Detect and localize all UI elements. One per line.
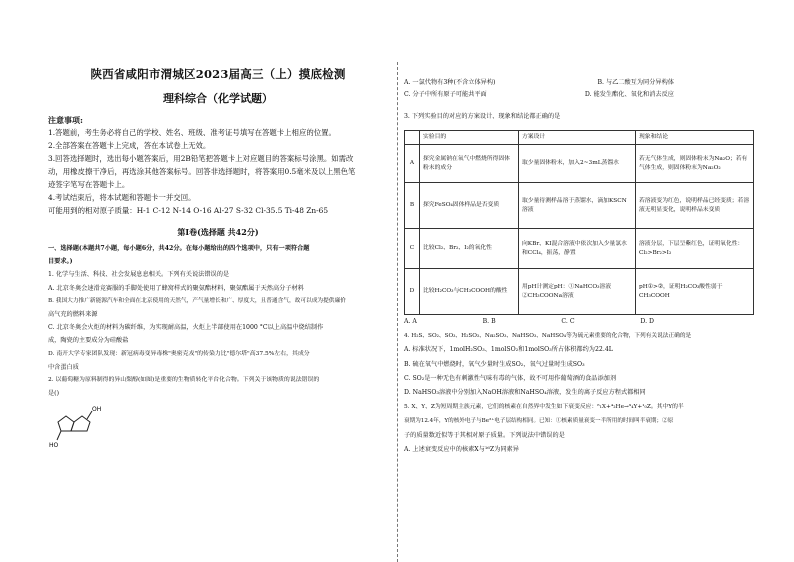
atomic-mass-line: 可能用到的相对原子质量：H-1 C-12 N-14 O-16 Al-27 S-32 Cl-35.5 Ti-48 Zn-65 (48, 206, 329, 215)
right-column (404, 74, 754, 457)
notes-line: 2.全部答案在答题卡上完成，答在本试卷上无效。 (48, 141, 211, 150)
notes-heading: 注意事项: (48, 115, 83, 125)
question-2-stem: 是() (48, 390, 60, 398)
question-4-option: C. SO₂是一种无色有刺激性气味有毒的气体，故不可用作葡萄酒的食品添加剂 (404, 374, 617, 382)
question-2-options (404, 77, 674, 86)
table-cell: 探究金属钠在氧气中燃烧所得固体粉末的成分 (420, 145, 519, 183)
option-d: D. D (640, 318, 654, 326)
table-cell: A (405, 145, 420, 183)
notes-line: 迹签字笔写在答题卡上。 (48, 180, 130, 189)
section-title: 第Ⅰ卷(选择题 共42分) (177, 227, 259, 237)
question-2-options (404, 89, 674, 98)
question-1-stem: 1. 化学与生活、科技、社会发展息息相关。下列有关说法错误的是 (48, 271, 230, 279)
table-cell: 探究FeSO₄固体样品是否变质 (420, 183, 519, 229)
option-d: D. 能发生酯化、氧化和消去反应 (584, 91, 674, 98)
question-1-option: B. 我国大力推广新能源汽车和全面在北京使用的天然气，产气量增长和广、厚度大，且普通含气，故可以成为提供廉价 (48, 297, 346, 304)
table-header-row (405, 131, 754, 145)
question-4-option: A. 标准状况下，1molH₂SO₃、1molSO₂和1molSO₃所占体积都约为22.4L (404, 346, 613, 354)
exam-title: 陕西省咸阳市渭城区2023届高三（上）摸底检测 (90, 67, 346, 81)
hydroxyl-label: HO (49, 442, 59, 450)
table-row (405, 145, 754, 183)
option-b: B. 与乙二酸互为同分异构体 (597, 79, 674, 86)
table-cell: 取少量固体粉末，加入2~3mL蒸馏水 (519, 145, 636, 183)
question-3-stem: 3. 下列实验目的对应的方案设计、现象和结论都正确的是 (404, 113, 561, 120)
question-1-option: A. 北京冬奥会速滑竞赛服的手脚处使用了蜂窝样式的聚氨酯材料，聚氨酯属于天然高分子材料 (48, 284, 304, 292)
notes-line: 动，用橡皮擦干净后，再选涂其他答案标号。回答非选择题时，将答案用0.5毫米及以上黑色笔 (48, 167, 356, 176)
question-5-stem: 子的质量数近似等于其相对原子质量。下列说法中错误的是 (404, 431, 565, 439)
question-4-option: B. 硫在氧气中燃烧时，氧气少量时生成SO₂，氧气过量时生成SO₃ (404, 360, 585, 368)
table-cell: pH①>②，证明H₂CO₃酸性弱于CH₃COOH (636, 269, 754, 315)
exam-subtitle: 理科综合（化学试题） (163, 92, 273, 105)
left-column (48, 66, 388, 454)
table-cell: 若无气体生成，则固体粉末为Na₂O；若有气体生成，则固体粉末为Na₂O₂ (636, 145, 754, 183)
option-a: A. 一氯代物有3种(不含立体异构) (404, 79, 496, 86)
notes-line: 4.考试结束后，将本试题和答题卡一并交回。 (48, 193, 196, 202)
question-1-option: 中含蛋白质 (48, 363, 79, 371)
table-row (405, 229, 754, 269)
table-cell: 向KBr、KI混合溶液中依次加入少量氯水和CCl₄，振荡，静置 (519, 229, 636, 269)
question-1-option: D. 南开大学专家团队发现：新冠病毒变异毒株"奥密克戎"的传染力比"德尔塔"高37.5%左右，其成分 (48, 350, 310, 357)
question-1-option: C. 北京冬奥会火炬的材料为碳纤维，为实现耐高温，火炬上半部使用在1000 °C以上高温中烧结制作 (48, 324, 324, 332)
table-cell: 取少量待测样品溶于蒸馏水，滴加KSCN溶液 (519, 183, 636, 229)
section-intro: 一、选择题(本题共7小题，每小题6分，共42分。在每小题给出的四个选项中，只有一项符合题 (48, 245, 310, 252)
notes-line: 1.答题前，考生务必将自己的学校、姓名、班级、准考证号填写在答题卡上相应的位置。 (48, 128, 336, 137)
table-row (405, 269, 754, 315)
question-1-option: 成，陶瓷的主要成分为硅酸盐 (48, 337, 129, 345)
table-header-cell (405, 131, 420, 145)
table-cell: 溶液分层，下层呈紫红色，证明氧化性：Cl₂>Br₂>I₂ (636, 229, 754, 269)
notes-line: 3.回答选择题时，选出每小题答案后，用2B铅笔把答题卡上对应题目的答案标号涂黑。如需改 (48, 154, 354, 163)
question-4-option: D. NaHSO₃溶液中分别加入NaOH溶液和NaHSO₄溶液，发生的离子反应方程式都相同 (404, 389, 646, 397)
experiment-table (404, 130, 754, 315)
section-intro: 目要求。) (48, 258, 73, 266)
table-row (405, 183, 754, 229)
table-header-cell: 现象和结论 (636, 131, 754, 145)
option-c: C. C (561, 318, 575, 326)
question-5-stem: 5. X、Y、Z为短周期主族元素，它们的核素在自然界中发生如下衰变反应：⁶₁X+⁴₂He→⁹₄Y+¹₀Z。其中Y的半 (404, 404, 684, 411)
table-cell: B (405, 183, 420, 229)
table-cell: C (405, 229, 420, 269)
table-header-cell: 方案设计 (519, 131, 636, 145)
question-4-stem: 4. H₂S、SO₂、SO₃、H₂SO₃、Na₂SO₃、NaHSO₃、NaHSO₄等为硫元素重要的化合物，下列有关说法正确的是 (404, 333, 692, 340)
table-cell: 比较Cl₂、Br₂、I₂的氧化性 (420, 229, 519, 269)
table-cell: D (405, 269, 420, 315)
table-header-cell: 实验目的 (420, 131, 519, 145)
table-cell: 若溶液变为红色，说明样品已经变质；若溶液无明显变化，说明样品未变质 (636, 183, 754, 229)
hydroxyl-label: OH (92, 406, 102, 414)
isosorbide-structure (48, 402, 108, 450)
column-divider (397, 62, 398, 562)
question-5-option: A. 上述衰变反应中的核素X与¹⁶Z为同素异 (404, 445, 519, 453)
question-3-options (404, 318, 654, 325)
question-5-stem: 衰期为12.4年，Y的核外电子与Be²⁺电子层结构相同。已知：①核素质量衰变一半所用的时间叫半衰期；②原 (404, 418, 674, 425)
question-1-option: 高气充的燃料来源 (48, 311, 98, 319)
option-a: A. A (404, 318, 417, 326)
option-c: C. 分子中所有原子可能共平面 (404, 91, 487, 98)
table-cell: 用pH计测定pH：①NaHCO₃溶液 ②CH₃COONa溶液 (519, 269, 636, 315)
option-b: B. B (482, 318, 496, 326)
table-cell: 比较H₂CO₃与CH₃COOH的酸性 (420, 269, 519, 315)
question-2-stem: 2. 以葡萄糖为原料制得的异山梨醇(如图)是重要的生物质转化平台化合物。下列关于该物质的说法错误的 (48, 377, 320, 384)
